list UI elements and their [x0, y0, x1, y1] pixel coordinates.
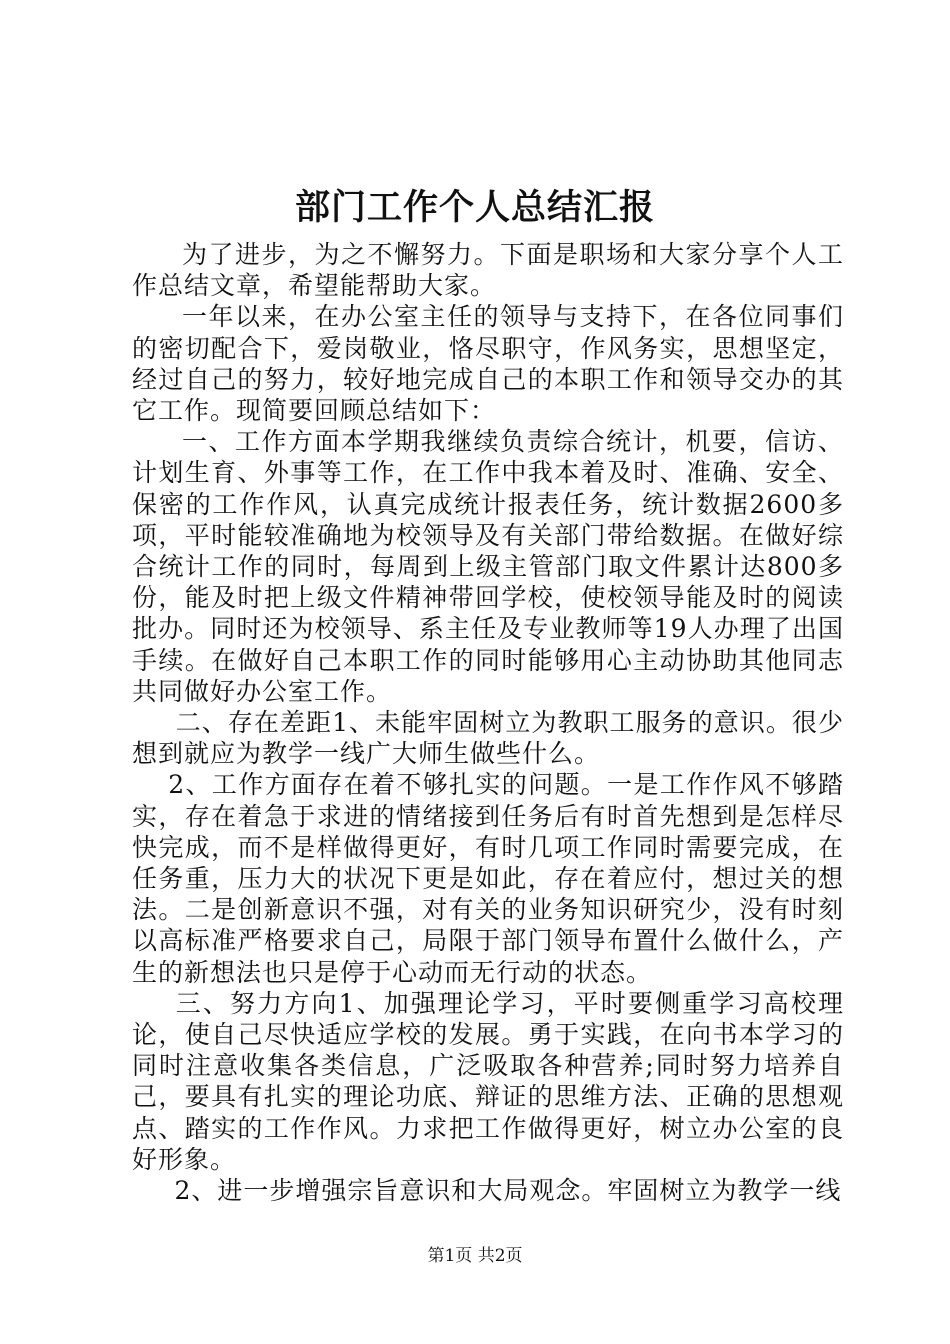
paragraph-overview: 一年以来，在办公室主任的领导与支持下，在各位同事们的密切配合下，爱岗敬业，恪尽职守，作风务实，思想坚定，经过自己的努力，较好地完成自己的本职工作和领导交办的其它工作。现简要回顾总结如下：: [132, 302, 844, 426]
paragraph-intro: 为了进步，为之不懈努力。下面是职场和大家分享个人工作总结文章，希望能帮助大家。: [132, 240, 844, 301]
document-body: [132, 239, 844, 1206]
paragraph-gaps: 二、存在差距1、未能牢固树立为教职工服务的意识。很少想到就应为教学一线广大师生做些什么。: [132, 708, 844, 769]
paragraph-direction-2: 2、进一步增强宗旨意识和大局观念。牢固树立为教学一线: [174, 1176, 842, 1206]
paragraph-work-aspect: 一、工作方面本学期我继续负责综合统计，机要，信访、计划生育、外事等工作，在工作中我本着及时、准确、安全、保密的工作作风，认真完成统计报表任务，统计数据2600多项，平时能较准确地为校领导及有关部门带给数据。在做好综合统计工作的同时，每周到上级主管部门取文件累计达800多份，能及时把上级文件精神带回学校，使校领导能及时的阅读批办。同时还为校领导、系主任及专业教师等19人办理了出国手续。在做好自己本职工作的同时能够用心主动协助其他同志共同做好办公室工作。: [132, 427, 844, 706]
paragraph-gaps-2: 2、工作方面存在着不够扎实的问题。一是工作作风不够踏实，存在着急于求进的情绪接到任务后有时首先想到是怎样尽快完成，而不是样做得更好，有时几项工作同时需要完成，在任务重，压力大的状况下更是如此，存在着应付，想过关的想法。二是创新意识不强，对有关的业务知识研究少，没有时刻以高标准严格要求自己，局限于部门领导布置什么做什么，产生的新想法也只是停于心动而无行动的状态。: [132, 770, 844, 987]
paragraph-direction: 三、努力方向1、加强理论学习，平时要侧重学习高校理论，使自己尽快适应学校的发展。勇于实践，在向书本学习的同时注意收集各类信息，广泛吸取各种营养;同时努力培养自己，要具有扎实的理论功底、辩证的思维方法、正确的思想观点、踏实的工作作风。力求把工作做得更好，树立办公室的良好形象。: [132, 988, 844, 1174]
document-title: 部门工作个人总结汇报: [294, 187, 655, 228]
page-footer: 第1页 共2页: [427, 1246, 523, 1266]
